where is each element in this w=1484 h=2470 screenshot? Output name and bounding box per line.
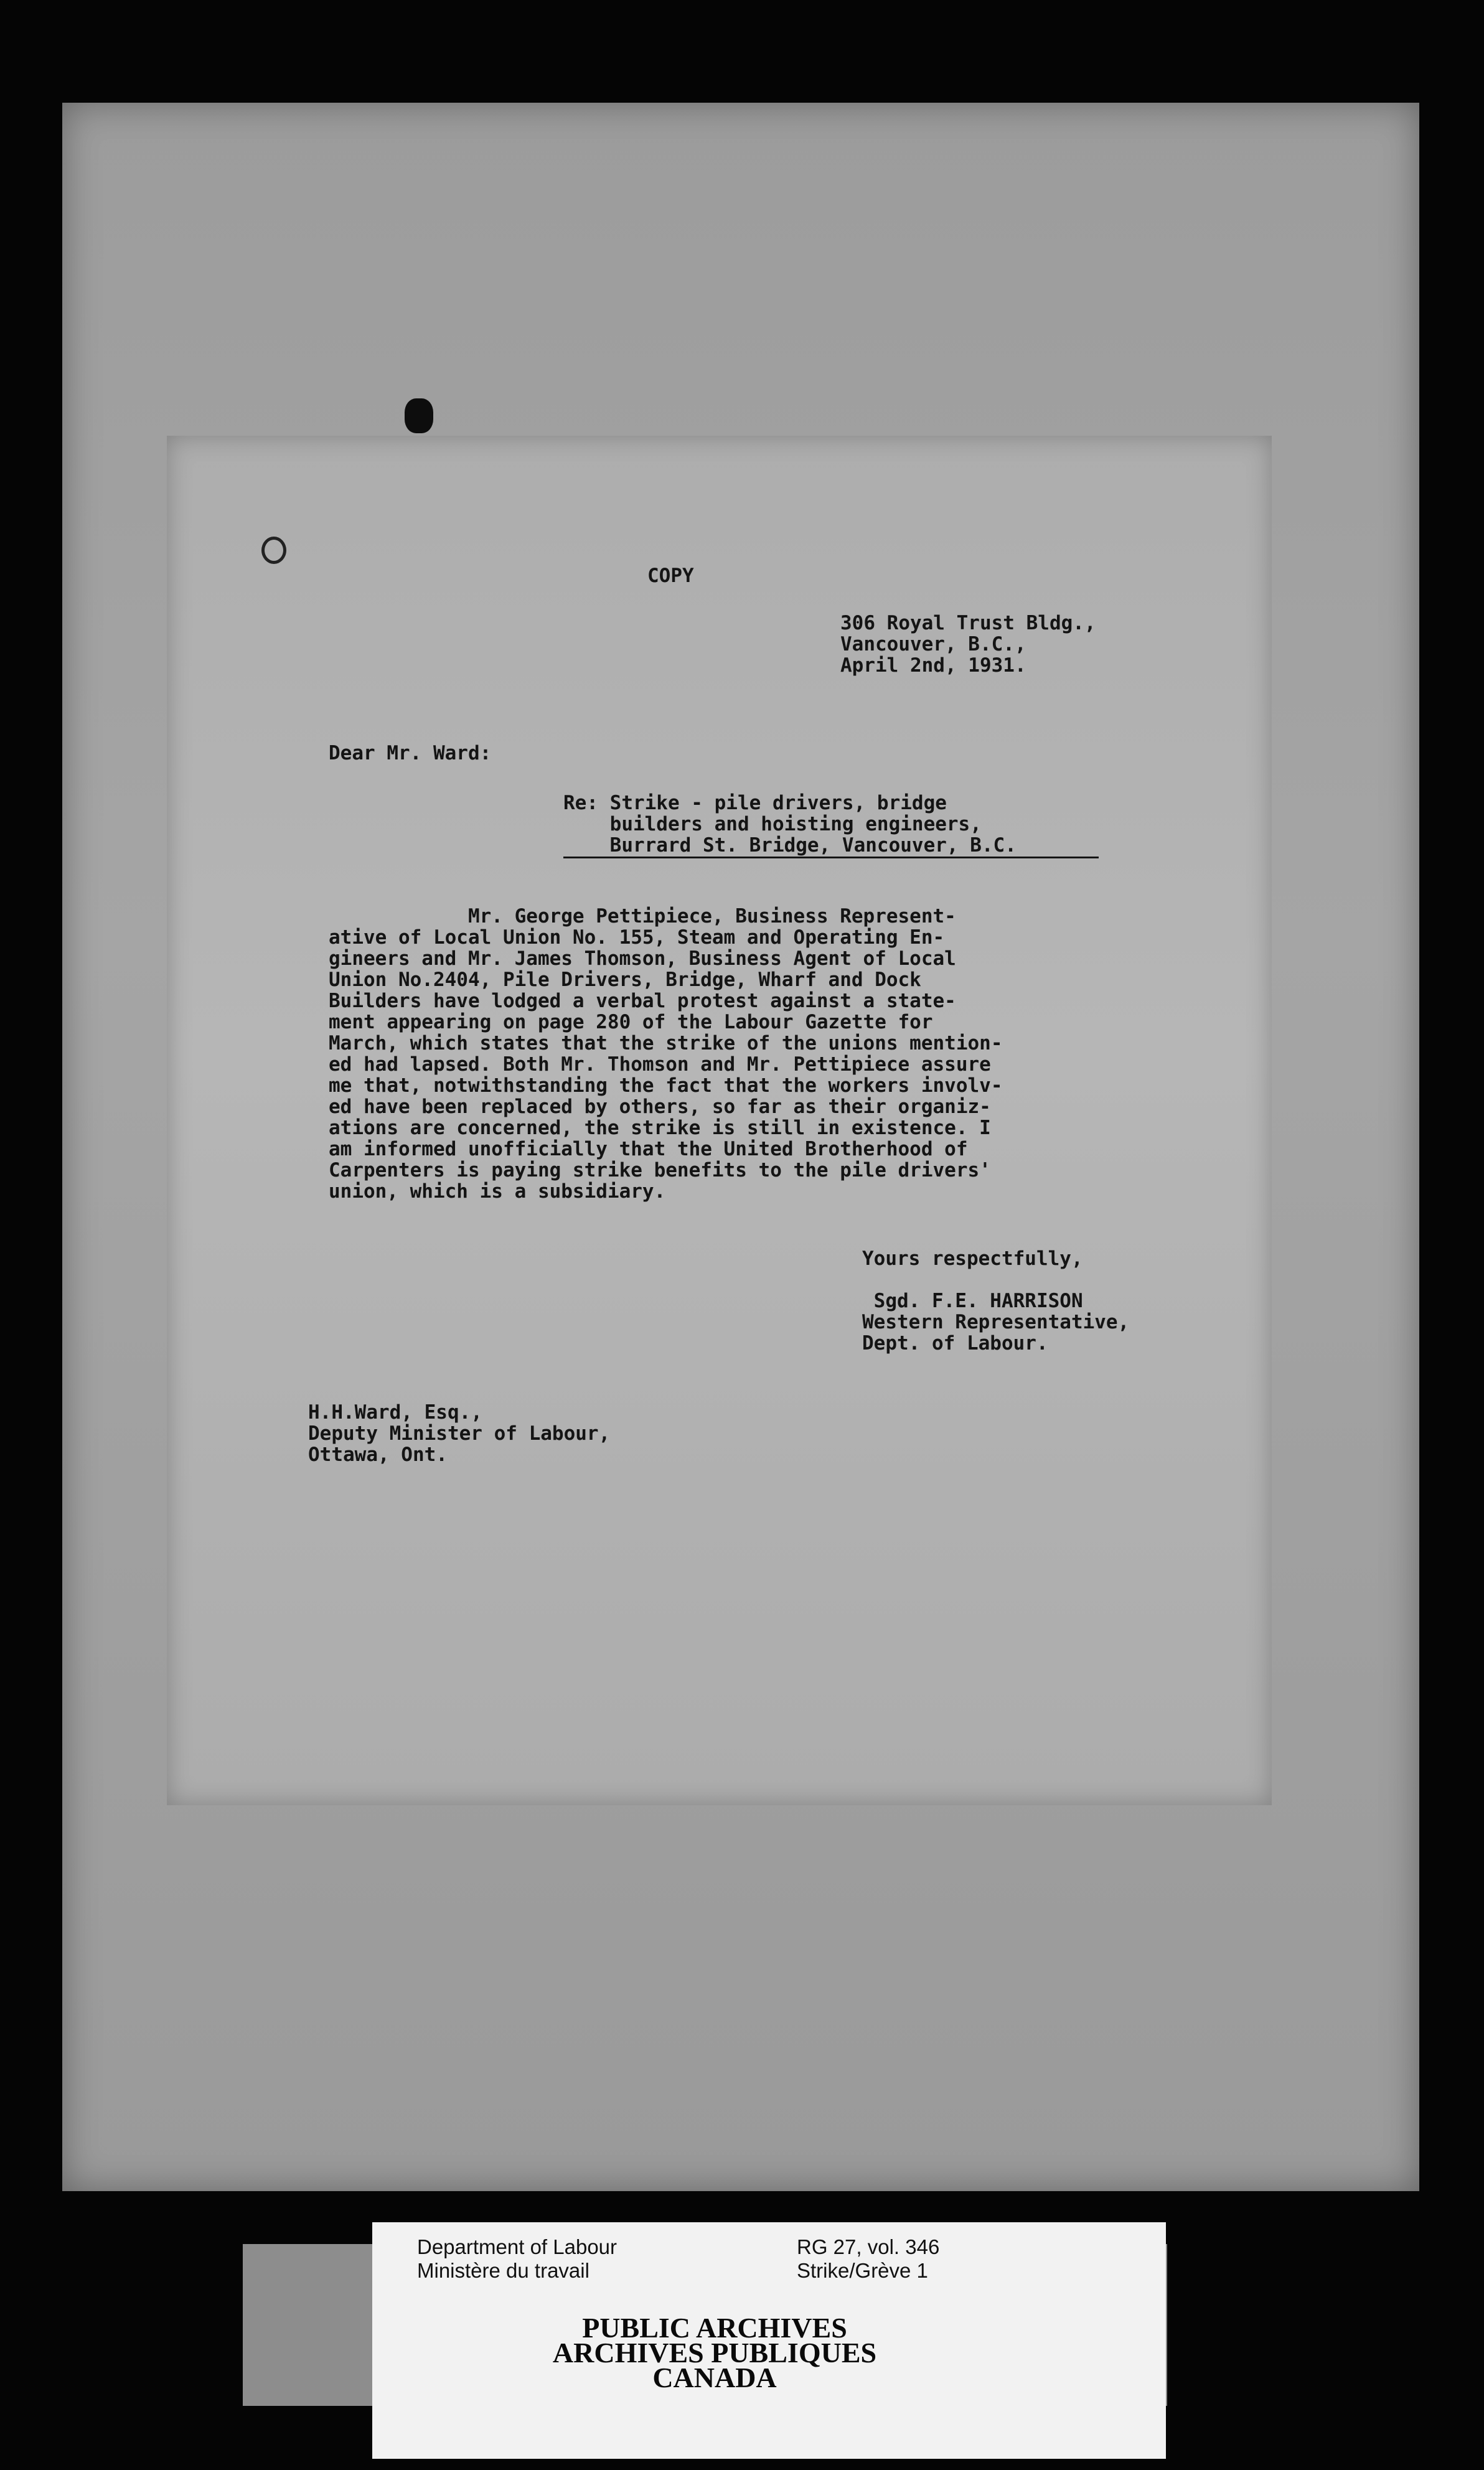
public-archives-stamp	[528, 2312, 901, 2393]
punch-hole	[261, 537, 286, 564]
department-french: Ministère du travail	[417, 2259, 589, 2282]
letter-body: Mr. George Pettipiece, Business Represent- ative of Local Union No. 155, Steam and Operating En- gineers and Mr. James Thomson, Business Agent of Local Union No.2404, Pile Drivers, Bridge, Wharf and Dock Builders have lodged a verbal protest against a state- ment appearing on page 280 of the Labour Gazette for March, which states that the strike of the unions mention- ed had lapsed. Both Mr. Thomson and Mr. Pettipiece assure me that, notwithstanding the fact that the workers involv- ed have been replaced by others, so far as their organiz- ations are concerned, the strike is still in existence. I am informed unofficially that the United Brotherhood of Carpenters is paying strike benefits to the pile drivers' union, which is a subsidiary.	[329, 905, 1003, 1203]
department-english: Department of Labour	[417, 2235, 618, 2258]
salutation: Dear Mr. Ward:	[329, 742, 492, 764]
subject-line: Re: Strike - pile drivers, bridge builders and hoisting engineers, Burrard St. Bridge, Vancouver, B.C.	[563, 792, 1017, 857]
pin-mark	[405, 398, 433, 433]
subject-underline	[563, 857, 1099, 858]
signature-block: Yours respectfully, Sgd. F.E. HARRISON Western Representative, Dept. of Labour.	[862, 1247, 1130, 1355]
copy-label: COPY	[647, 565, 694, 587]
stamp-line-2: ARCHIVES PUBLIQUES	[552, 2337, 877, 2369]
stamp-line-3: CANADA	[652, 2362, 777, 2393]
strike-file: Strike/Grève 1	[797, 2259, 928, 2282]
record-group: RG 27, vol. 346	[797, 2235, 940, 2258]
sender-address: 306 Royal Trust Bldg., Vancouver, B.C., April 2nd, 1931.	[840, 612, 1096, 677]
stamp-line-1: PUBLIC ARCHIVES	[582, 2312, 847, 2344]
recipient-address: H.H.Ward, Esq., Deputy Minister of Labour, Ottawa, Ont.	[308, 1401, 611, 1466]
